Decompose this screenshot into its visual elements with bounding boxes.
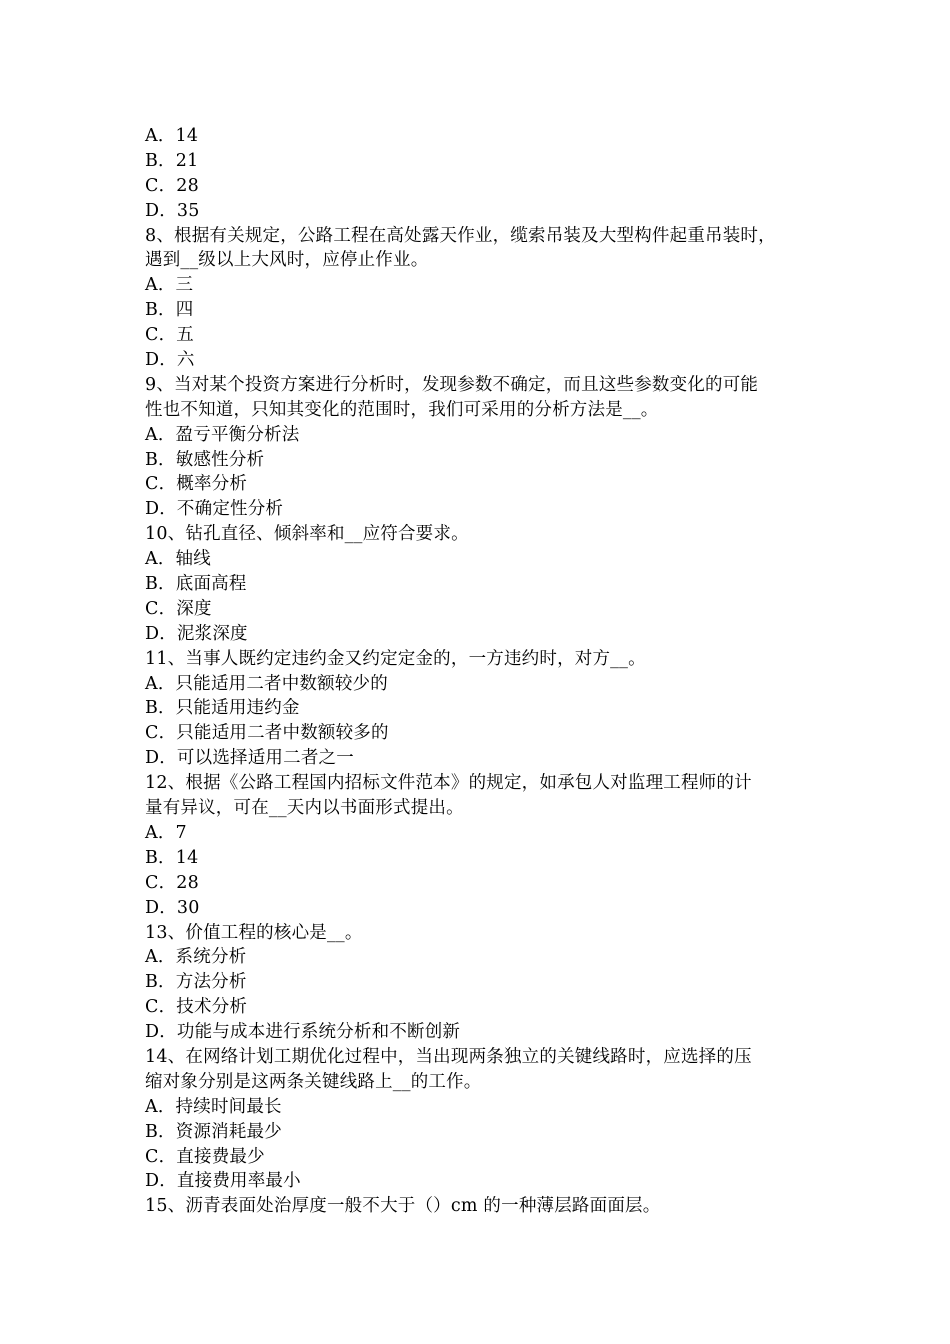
- question-line: 11、当事人既约定违约金又约定定金的，一方违约时，对方__。: [145, 648, 646, 669]
- option-line: D．可以选择适用二者之一: [145, 748, 354, 769]
- option-line: C．28: [145, 175, 199, 196]
- option-line: A．7: [145, 822, 187, 843]
- option-line: A．14: [145, 126, 199, 146]
- option-line: C．28: [145, 872, 199, 893]
- option-line: A．系统分析: [145, 947, 247, 968]
- option-line: B．14: [145, 847, 199, 868]
- question-line: 遇到__级以上大风时，应停止作业。: [145, 250, 429, 271]
- question-line: 缩对象分别是这两条关键线路上__的工作。: [145, 1071, 482, 1092]
- option-line: C．深度: [145, 598, 212, 619]
- option-line: C．五: [145, 325, 194, 346]
- option-line: B．只能适用违约金: [145, 698, 300, 719]
- option-line: D．不确定性分析: [145, 499, 284, 520]
- option-line: C．直接费最少: [145, 1146, 265, 1167]
- option-line: A．轴线: [145, 549, 211, 570]
- option-line: C．概率分析: [145, 474, 248, 495]
- option-line: B．资源消耗最少: [145, 1121, 282, 1142]
- document-page: [145, 124, 825, 1219]
- option-line: A．持续时间最长: [145, 1096, 282, 1117]
- question-line: 13、价值工程的核心是__。: [145, 922, 363, 943]
- option-line: B．敏感性分析: [145, 449, 265, 470]
- option-line: A．只能适用二者中数额较少的: [145, 673, 388, 694]
- option-line: D．35: [145, 200, 200, 221]
- option-line: A．三: [145, 275, 194, 296]
- question-line: 9、当对某个投资方案进行分析时，发现参数不确定，而且这些参数变化的可能: [145, 374, 759, 395]
- option-line: B．21: [145, 150, 199, 171]
- option-line: B．四: [145, 300, 194, 321]
- option-line: C．只能适用二者中数额较多的: [145, 723, 389, 744]
- option-line: B．方法分析: [145, 972, 247, 993]
- option-line: D．功能与成本进行系统分析和不断创新: [145, 1022, 461, 1043]
- question-line: 性也不知道，只知其变化的范围时，我们可采用的分析方法是__。: [145, 399, 659, 420]
- option-line: C．技术分析: [145, 997, 248, 1018]
- option-line: D．六: [145, 350, 195, 371]
- question-line: 8、根据有关规定，公路工程在高处露天作业，缆索吊装及大型构件起重吊装时，: [145, 225, 776, 246]
- question-line: 量有异议，可在__天内以书面形式提出。: [145, 798, 464, 819]
- question-line: 12、根据《公路工程国内招标文件范本》的规定，如承包人对监理工程师的计: [145, 773, 752, 794]
- option-line: B．底面高程: [145, 574, 247, 595]
- option-line: A．盈亏平衡分析法: [145, 424, 300, 445]
- option-line: D．泥浆深度: [145, 623, 248, 644]
- question-line: 14、在网络计划工期优化过程中，当出现两条独立的关键线路时，应选择的压: [145, 1046, 752, 1067]
- option-line: D．直接费用率最小: [145, 1171, 301, 1192]
- option-line: D．30: [145, 897, 200, 918]
- question-line: 15、沥青表面处治厚度一般不大于（）cm 的一种薄层路面面层。: [145, 1196, 661, 1217]
- question-line: 10、钻孔直径、倾斜率和__应符合要求。: [145, 524, 469, 545]
